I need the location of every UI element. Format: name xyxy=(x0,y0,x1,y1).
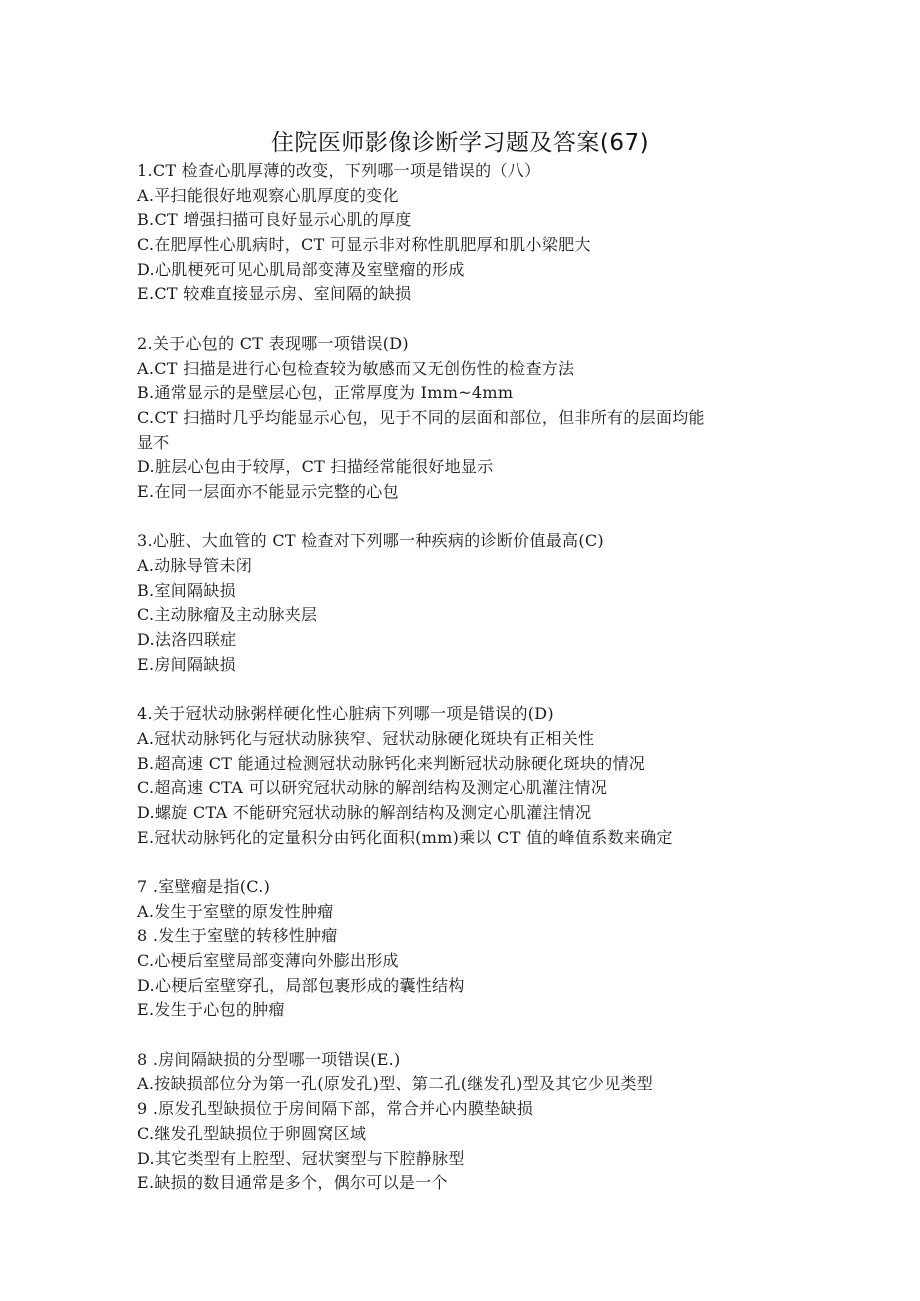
question-stem: 8 .房间隔缺损的分型哪一项错误(E.) xyxy=(137,1049,401,1069)
question-stem: 4.关于冠状动脉粥样硬化性心脏病下列哪一项是错误的(D) xyxy=(137,704,554,724)
option-line: A.按缺损部位分为第一孔(原发孔)型、第二孔(继发孔)型及其它少见类型 xyxy=(137,1074,654,1094)
question-block xyxy=(137,332,787,505)
option-line: C.心梗后室壁局部变薄向外膨出形成 xyxy=(137,951,399,970)
option-line: D.心肌梗死可见心肌局部变薄及室壁瘤的形成 xyxy=(137,259,465,279)
question-block xyxy=(137,1048,787,1196)
question-block xyxy=(137,702,787,850)
option-line: A.冠状动脉钙化与冠状动脉狭窄、冠状动脉硬化斑块有正相关性 xyxy=(137,728,595,748)
option-line: 8 .发生于室壁的转移性肿瘤 xyxy=(137,926,338,946)
option-line: B.室间隔缺损 xyxy=(137,580,236,600)
option-line: E.CT 较难直接显示房、室间隔的缺损 xyxy=(137,284,412,304)
option-line: C.CT 扫描时几乎均能显示心包，见于不同的层面和部位，但非所有的层面均能 xyxy=(137,407,705,427)
question-stem: 2.关于心包的 CT 表现哪一项错误(D) xyxy=(137,333,409,353)
option-line-continued: 显不 xyxy=(137,432,170,452)
option-line: D.其它类型有上腔型、冠状窦型与下腔静脉型 xyxy=(137,1148,465,1168)
option-line: D.螺旋 CTA 不能研究冠状动脉的解剖结构及测定心肌灌注情况 xyxy=(137,802,592,822)
option-line: B.CT 增强扫描可良好显示心肌的厚度 xyxy=(137,210,412,230)
question-block xyxy=(137,529,787,677)
document-body xyxy=(137,159,787,1196)
paragraph-gap xyxy=(137,850,787,875)
question-block xyxy=(137,159,787,307)
option-line: C.继发孔型缺损位于卵圆窝区域 xyxy=(137,1123,367,1143)
option-line: E.在同一层面亦不能显示完整的心包 xyxy=(137,481,399,501)
option-line: C.主动脉瘤及主动脉夹层 xyxy=(137,605,318,625)
option-line: E.房间隔缺损 xyxy=(137,654,236,674)
paragraph-gap xyxy=(137,1023,787,1048)
paragraph-gap xyxy=(137,307,787,332)
option-line: C.超高速 CTA 可以研究冠状动脉的解剖结构及测定心肌灌注情况 xyxy=(137,778,608,798)
option-line: E.冠状动脉钙化的定量积分由钙化面积(mm)乘以 CT 值的峰值系数来确定 xyxy=(137,827,673,847)
paragraph-gap xyxy=(137,505,787,530)
option-line: E.缺损的数目通常是多个，偶尔可以是一个 xyxy=(137,1173,448,1193)
option-line: A.发生于室壁的原发性肿瘤 xyxy=(137,901,334,921)
question-stem: 3.心脏、大血管的 CT 检查对下列哪一种疾病的诊断价值最高(C) xyxy=(137,531,604,551)
paragraph-gap xyxy=(137,677,787,702)
option-line: C.在肥厚性心肌病时，CT 可显示非对称性肌肥厚和肌小梁肥大 xyxy=(137,235,591,255)
option-line: B.通常显示的是壁层心包，正常厚度为 Imm~4mm xyxy=(137,383,514,403)
question-stem: 7 .室壁瘤是指(C.) xyxy=(137,876,271,896)
option-line: A.动脉导管未闭 xyxy=(137,556,253,575)
option-line: D.法洛四联症 xyxy=(137,630,237,650)
option-line: D.脏层心包由于较厚，CT 扫描经常能很好地显示 xyxy=(137,457,494,477)
option-line: A.CT 扫描是进行心包检查较为敏感而又无创伤性的检查方法 xyxy=(137,358,575,378)
option-line: D.心梗后室壁穿孔，局部包裹形成的囊性结构 xyxy=(137,975,465,995)
document-title: 住院医师影像诊断学习题及答案(67) xyxy=(270,130,650,156)
question-block xyxy=(137,875,787,1023)
option-line: A.平扫能很好地观察心肌厚度的变化 xyxy=(137,185,399,205)
option-line: E.发生于心包的肿瘤 xyxy=(137,1000,285,1020)
question-stem: 1.CT 检查心肌厚薄的改变，下列哪一项是错误的（八） xyxy=(137,161,541,180)
option-line: 9 .原发孔型缺损位于房间隔下部，常合并心内膜垫缺损 xyxy=(137,1099,534,1119)
option-line: B.超高速 CT 能通过检测冠状动脉钙化来判断冠状动脉硬化斑块的情况 xyxy=(137,753,646,773)
